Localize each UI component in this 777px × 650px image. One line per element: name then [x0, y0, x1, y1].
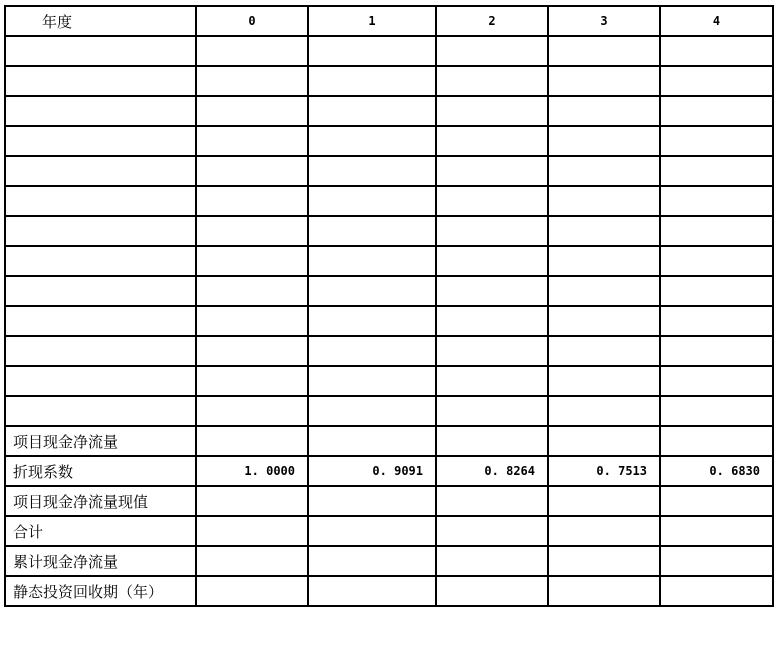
row-value — [196, 576, 308, 606]
table-cell — [196, 36, 308, 66]
row-value — [196, 516, 308, 546]
table-cell — [548, 306, 660, 336]
table-cell — [660, 396, 773, 426]
header-year-4: 4 — [660, 6, 773, 36]
row-label: 项目现金净流量现值 — [5, 486, 196, 516]
table-cell — [308, 126, 436, 156]
table-cell — [548, 396, 660, 426]
table-cell — [548, 186, 660, 216]
row-value — [308, 546, 436, 576]
header-year-1: 1 — [308, 6, 436, 36]
header-year-2: 2 — [436, 6, 548, 36]
table-cell — [308, 246, 436, 276]
empty-row — [5, 96, 773, 126]
row-value — [548, 516, 660, 546]
table-cell — [308, 396, 436, 426]
table-cell — [436, 186, 548, 216]
table-cell — [660, 276, 773, 306]
row-value — [548, 576, 660, 606]
header-row — [5, 6, 773, 36]
empty-row — [5, 36, 773, 66]
table-cell — [660, 156, 773, 186]
table-cell — [5, 96, 196, 126]
header-year-label: 年度 — [5, 6, 196, 36]
table-cell — [548, 216, 660, 246]
table-cell — [196, 66, 308, 96]
row-value — [196, 546, 308, 576]
table-cell — [196, 156, 308, 186]
table-cell — [196, 216, 308, 246]
table-cell — [436, 216, 548, 246]
table-row — [5, 576, 773, 606]
table-cell — [436, 246, 548, 276]
table-cell — [660, 246, 773, 276]
table-cell — [5, 396, 196, 426]
table-cell — [436, 96, 548, 126]
table-cell — [5, 366, 196, 396]
row-value — [196, 486, 308, 516]
row-value — [660, 546, 773, 576]
empty-row — [5, 276, 773, 306]
table-cell — [548, 276, 660, 306]
table-cell — [196, 186, 308, 216]
table-cell — [660, 126, 773, 156]
row-label: 累计现金净流量 — [5, 546, 196, 576]
row-label: 折现系数 — [5, 456, 196, 486]
row-value: 0. 8264 — [436, 456, 548, 486]
table-cell — [660, 66, 773, 96]
table-cell — [308, 216, 436, 246]
row-value — [308, 576, 436, 606]
table-cell — [436, 306, 548, 336]
row-value — [660, 426, 773, 456]
table-cell — [196, 366, 308, 396]
row-value — [548, 546, 660, 576]
empty-row — [5, 306, 773, 336]
table-cell — [5, 306, 196, 336]
header-year-0: 0 — [196, 6, 308, 36]
table-cell — [660, 366, 773, 396]
table-cell — [308, 96, 436, 126]
row-label: 合计 — [5, 516, 196, 546]
table-cell — [5, 276, 196, 306]
row-label: 静态投资回收期（年） — [5, 576, 196, 606]
table-cell — [548, 156, 660, 186]
table-cell — [308, 366, 436, 396]
table-cell — [308, 276, 436, 306]
empty-row — [5, 186, 773, 216]
table-cell — [196, 126, 308, 156]
table-cell — [308, 186, 436, 216]
table-cell — [436, 396, 548, 426]
table-cell — [548, 66, 660, 96]
table-cell — [196, 96, 308, 126]
table-cell — [196, 306, 308, 336]
row-value — [308, 516, 436, 546]
table-row — [5, 546, 773, 576]
table-cell — [5, 36, 196, 66]
table-cell — [5, 156, 196, 186]
table-row — [5, 516, 773, 546]
table-cell — [5, 336, 196, 366]
table-cell — [436, 336, 548, 366]
table-cell — [308, 36, 436, 66]
empty-row — [5, 396, 773, 426]
table-cell — [660, 186, 773, 216]
table-cell — [308, 336, 436, 366]
table-cell — [548, 36, 660, 66]
table-cell — [308, 306, 436, 336]
table-cell — [436, 36, 548, 66]
table-cell — [5, 246, 196, 276]
table-cell — [5, 216, 196, 246]
row-value — [308, 486, 436, 516]
table-cell — [548, 336, 660, 366]
row-value — [660, 576, 773, 606]
table-cell — [436, 66, 548, 96]
row-value — [436, 516, 548, 546]
row-value — [660, 486, 773, 516]
table-cell — [548, 366, 660, 396]
table-cell — [548, 126, 660, 156]
empty-row — [5, 246, 773, 276]
table-cell — [548, 96, 660, 126]
row-value — [660, 516, 773, 546]
empty-row — [5, 216, 773, 246]
row-value: 0. 7513 — [548, 456, 660, 486]
row-value: 0. 9091 — [308, 456, 436, 486]
table-cell — [5, 186, 196, 216]
row-value — [308, 426, 436, 456]
table-cell — [308, 66, 436, 96]
row-value: 1. 0000 — [196, 456, 308, 486]
row-value — [436, 426, 548, 456]
row-value: 0. 6830 — [660, 456, 773, 486]
row-value — [436, 486, 548, 516]
table-cell — [196, 336, 308, 366]
table-cell — [436, 276, 548, 306]
table-container — [4, 5, 774, 607]
table-cell — [660, 336, 773, 366]
table-row — [5, 426, 773, 456]
empty-row — [5, 66, 773, 96]
empty-row — [5, 366, 773, 396]
empty-row — [5, 126, 773, 156]
table-cell — [436, 126, 548, 156]
table-cell — [196, 276, 308, 306]
table-row — [5, 486, 773, 516]
table-cell — [308, 156, 436, 186]
table-row — [5, 456, 773, 486]
header-year-3: 3 — [548, 6, 660, 36]
row-value — [436, 576, 548, 606]
table-cell — [660, 36, 773, 66]
table-cell — [548, 246, 660, 276]
row-value — [548, 426, 660, 456]
table-cell — [436, 366, 548, 396]
table-cell — [660, 216, 773, 246]
table-cell — [660, 96, 773, 126]
table-cell — [436, 156, 548, 186]
row-value — [196, 426, 308, 456]
row-value — [436, 546, 548, 576]
empty-row — [5, 336, 773, 366]
table-cell — [196, 246, 308, 276]
empty-row — [5, 156, 773, 186]
table-cell — [660, 306, 773, 336]
table-cell — [196, 396, 308, 426]
table-cell — [5, 66, 196, 96]
table-cell — [5, 126, 196, 156]
row-value — [548, 486, 660, 516]
row-label: 项目现金净流量 — [5, 426, 196, 456]
cash-flow-table — [4, 5, 774, 607]
